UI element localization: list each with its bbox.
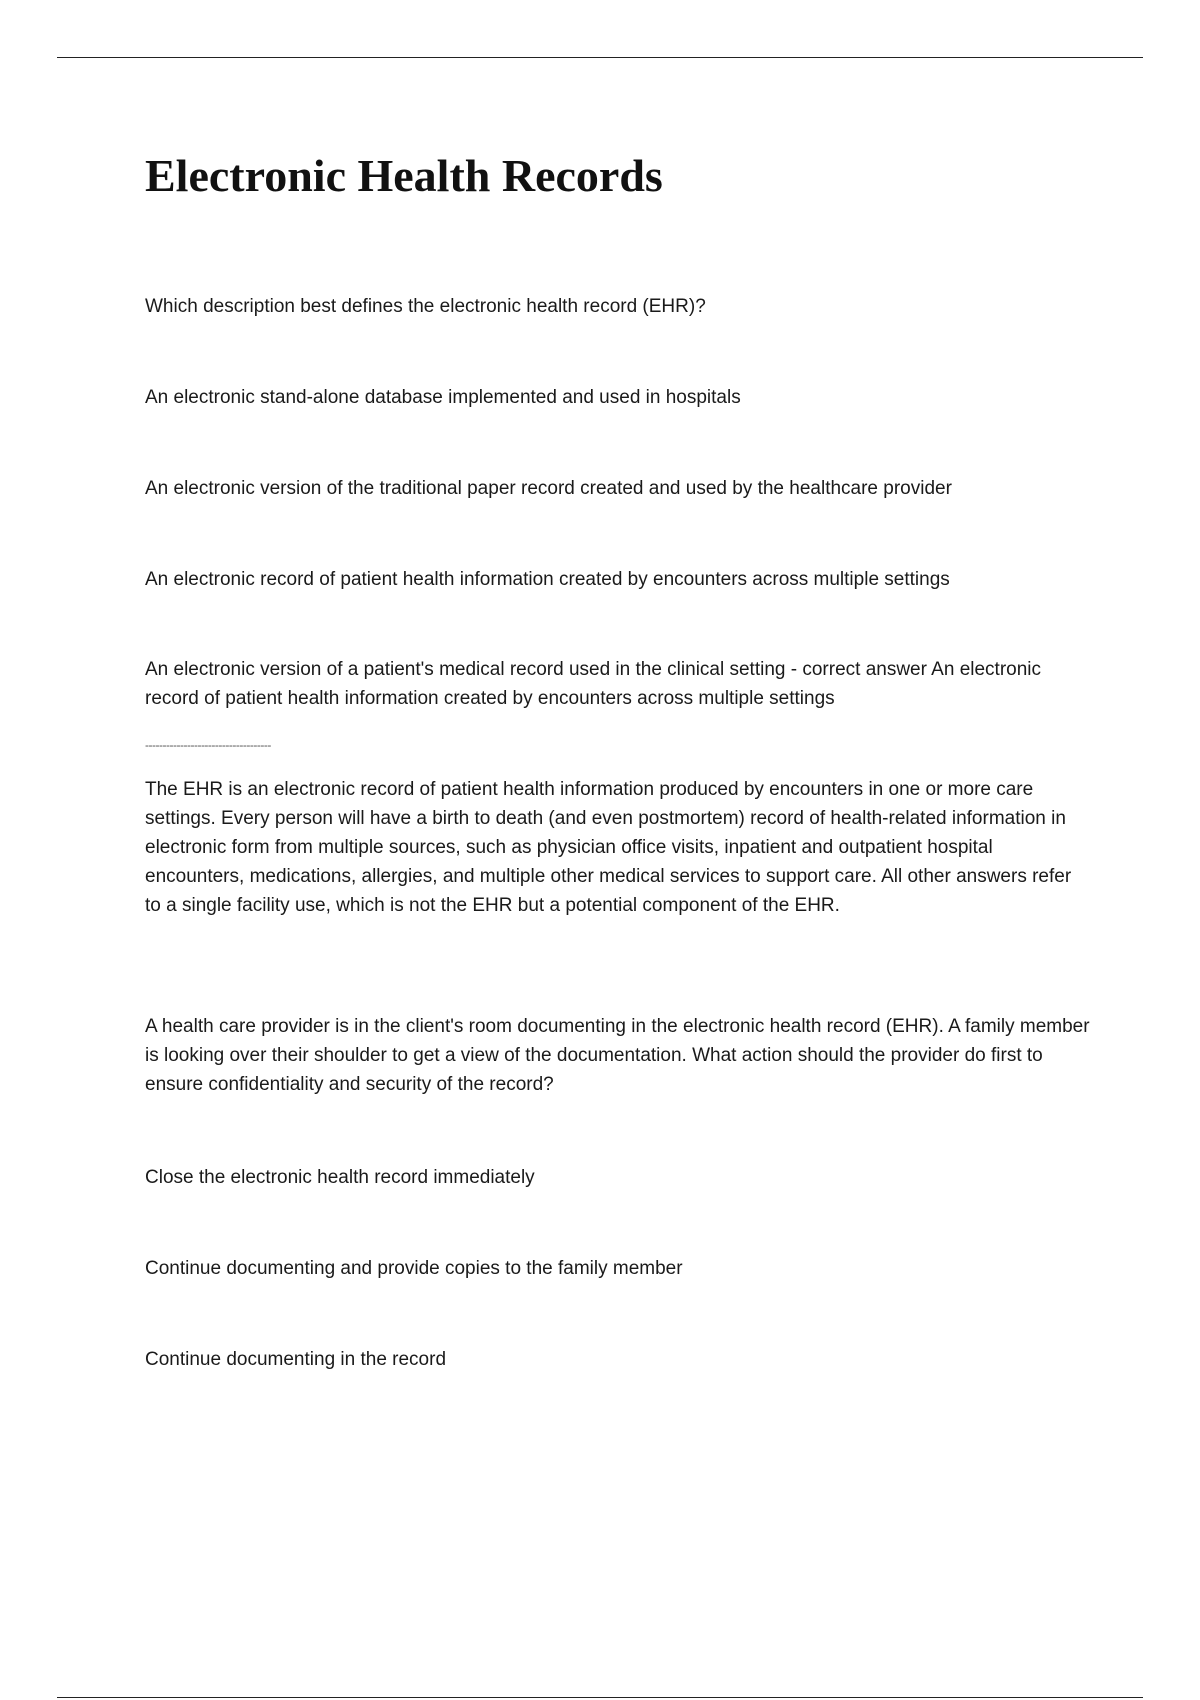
question-1-option-3: An electronic record of patient health information created by encounters across multiple settings (145, 569, 950, 590)
answer-separator: ------------------------------------ (145, 738, 271, 752)
question-1-option-2: An electronic version of the traditional paper record created and used by the healthcare provider (145, 478, 952, 499)
header-rule (57, 57, 1143, 58)
footer-rule (57, 1697, 1143, 1698)
question-1-prompt: Which description best defines the electronic health record (EHR)? (145, 296, 706, 317)
page-title: Electronic Health Records (145, 150, 663, 201)
question-2-option-3: Continue documenting in the record (145, 1349, 447, 1370)
question-1-option-1: An electronic stand-alone database implemented and used in hospitals (145, 387, 741, 408)
question-1-rationale: The EHR is an electronic record of patient health information produced by encounters in one or more care settings. Every person will have a birth to death (and even postmortem) record of health-related information in electronic form from multiple sources, such as physician office visits, inpatient and outpatient hospital encounters, medications, allergies, and multiple other medical services to support care. All other answers refer to a single facility use, which is not the EHR but a potential component of the EHR. (145, 779, 1072, 916)
question-2-prompt: A health care provider is in the client's room documenting in the electronic health record (EHR). A family member is looking over their shoulder to get a view of the documentation. What action should the provider do first to ensure confidentiality and security of the record? (145, 1016, 1090, 1095)
question-1-option-4-with-answer: An electronic version of a patient's medical record used in the clinical setting - correct answer An electronic record of patient health information created by encounters across multiple settings (145, 659, 1042, 709)
question-2-option-1: Close the electronic health record immediately (145, 1167, 535, 1188)
question-2-option-2: Continue documenting and provide copies to the family member (145, 1258, 683, 1279)
